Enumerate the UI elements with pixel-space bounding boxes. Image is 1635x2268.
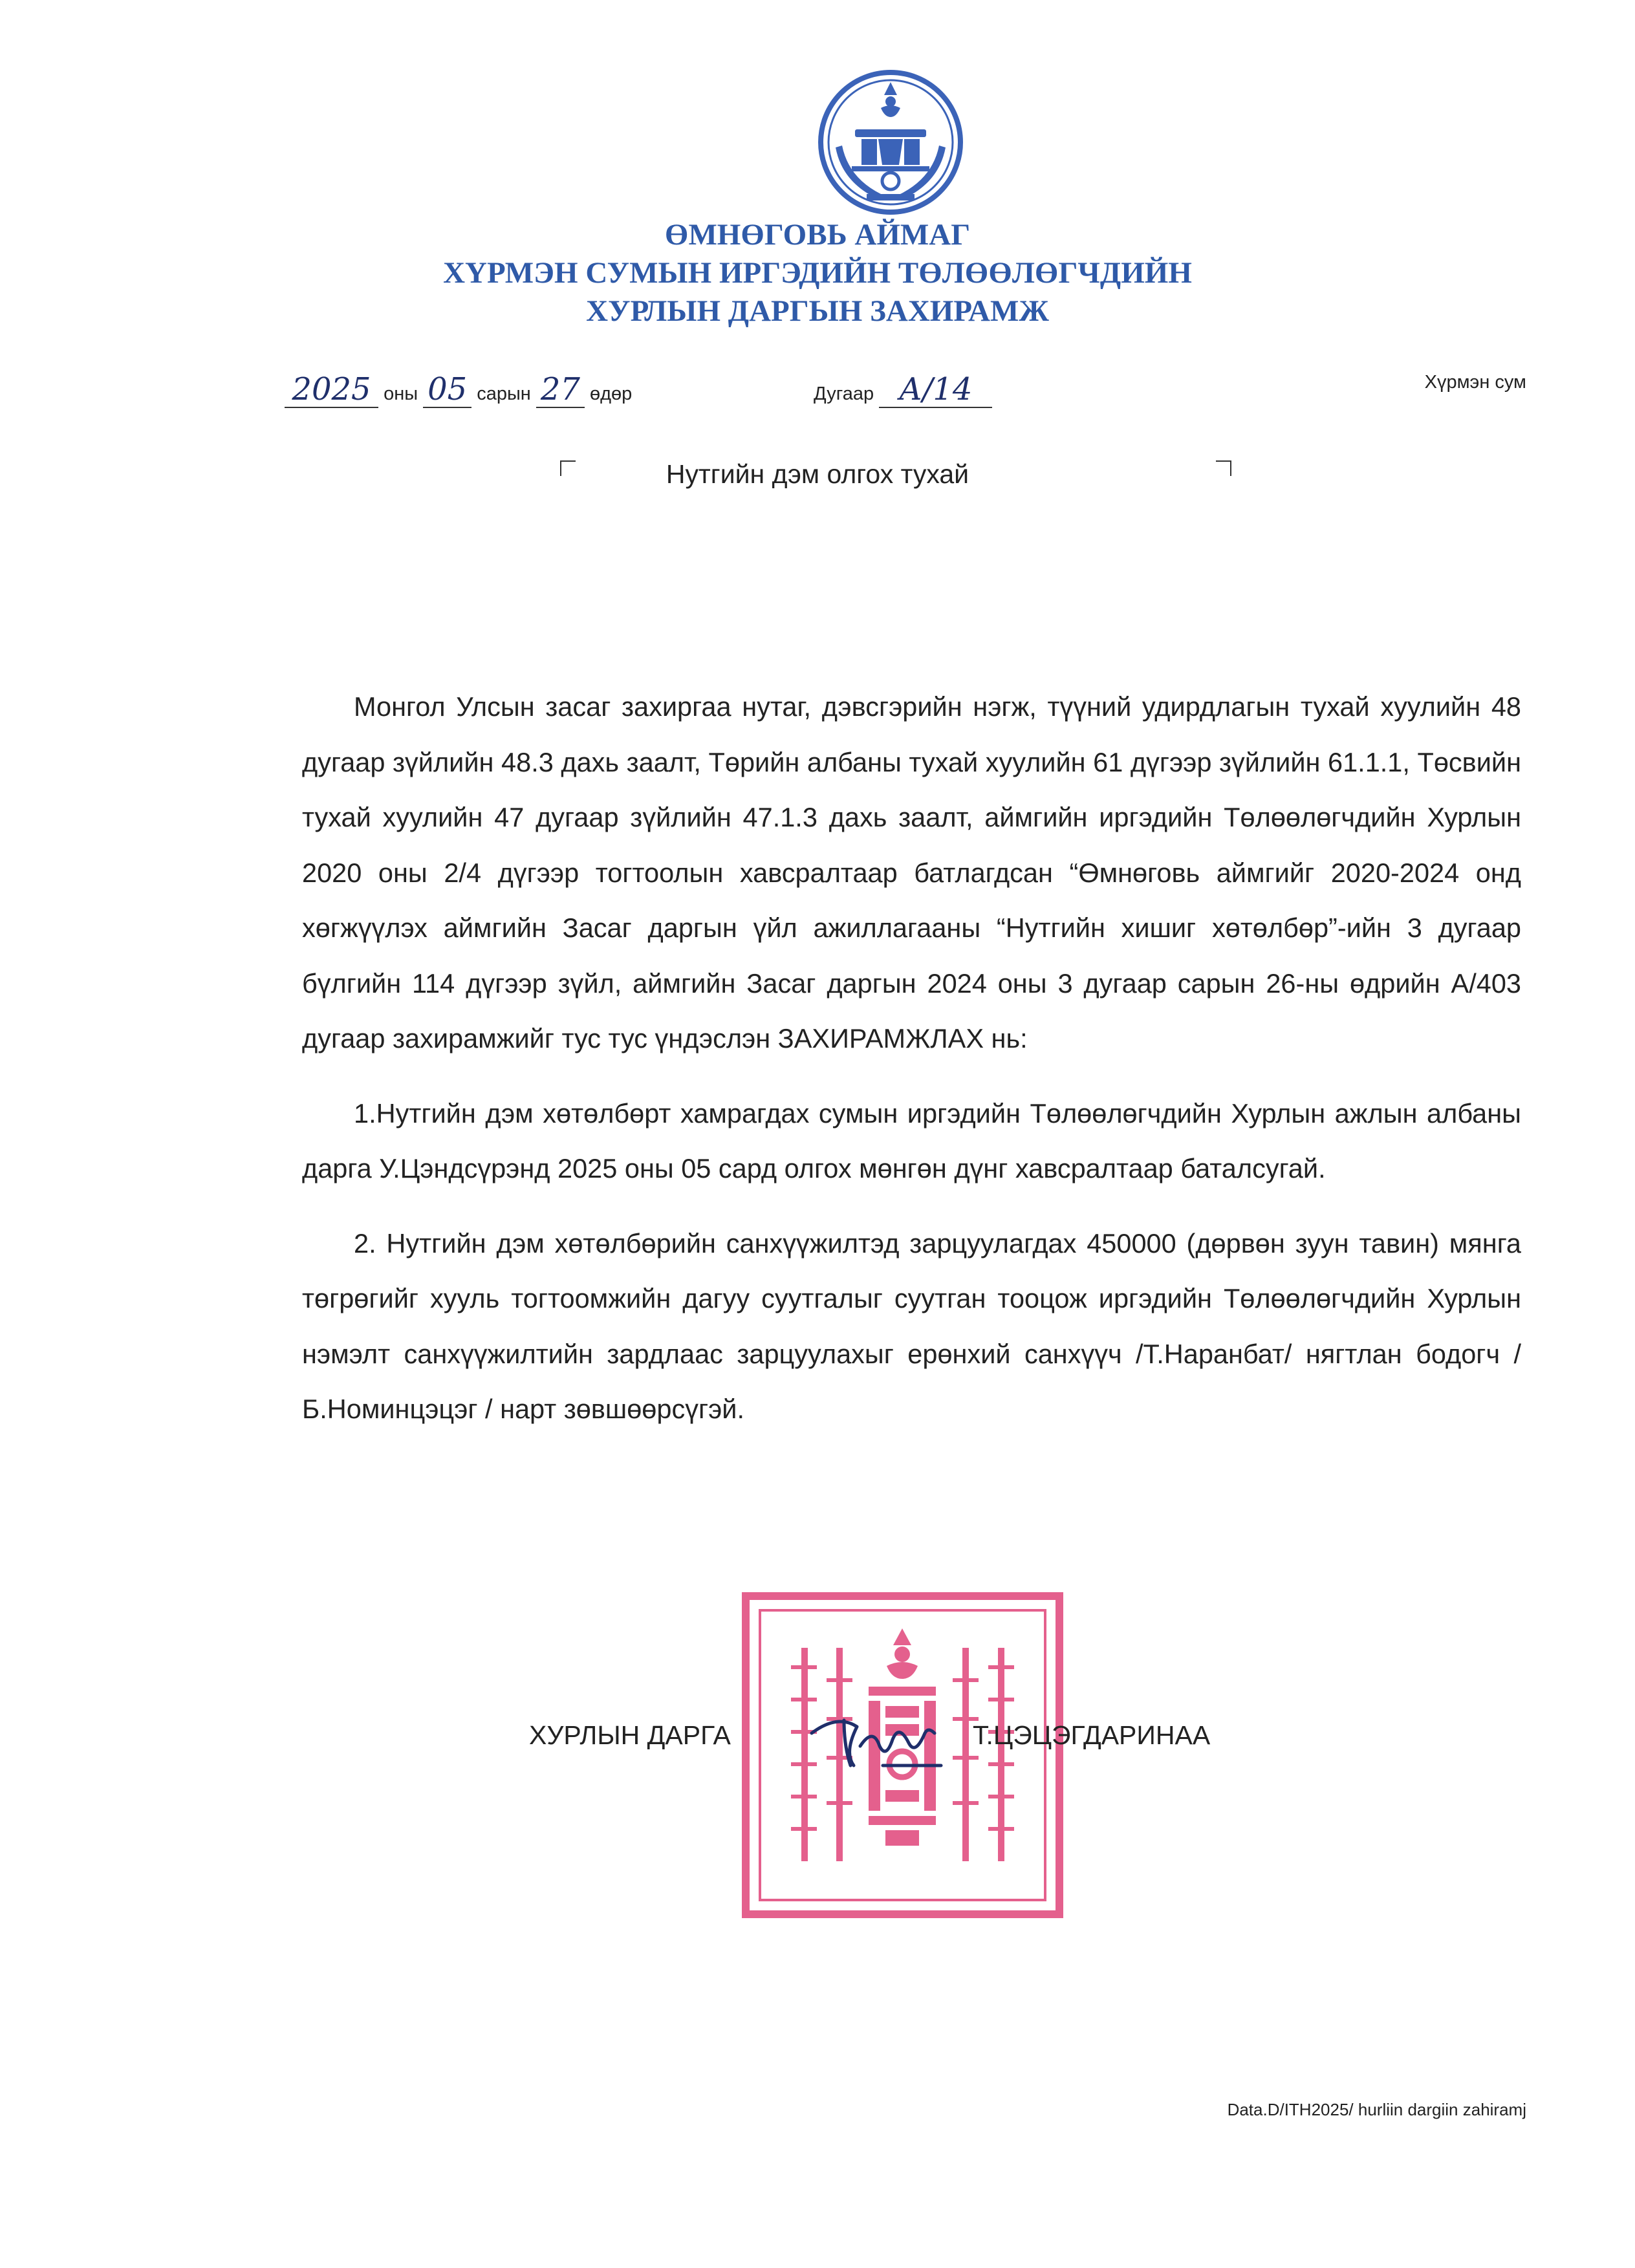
- heading-line-decree: ХУРЛЫН ДАРГЫН ЗАХИРАМЖ: [586, 294, 1049, 328]
- signatory-title: ХУРЛЫН ДАРГА: [529, 1720, 731, 1750]
- decree-number: А/14: [879, 372, 992, 408]
- date-year: 2025: [285, 372, 378, 408]
- heading-line-council: ХҮРМЭН СУМЫН ИРГЭДИЙН ТӨЛӨӨЛӨГЧДИЙН: [443, 256, 1192, 290]
- subject-title: Нутгийн дэм олгох тухай: [666, 459, 969, 489]
- body-paragraph-item-2: 2. Нутгийн дэм хөтөлбөрийн санхүүжилтэд зарцуулагдах 450000 (дөрвөн зуун тавин) мянга төгрөгийг хууль тогтоомжийн дагуу суутгалыг суутган тооцож иргэдийн Төлөөлөгчдийн Хурлын нэмэлт санхүүжилтийн зардлаас зарцуулахыг ерөнхий санхүүч /Т.Наранбат/ нягтлан бодогч /Б.Номинцэцэг / нарт зөвшөөрсүгэй.: [302, 1227, 1521, 1424]
- file-reference: Data.D/ITH2025/ hurliin dargiin zahiramj: [1227, 2100, 1526, 2119]
- date-day: 27: [536, 372, 585, 408]
- heading-line-aimag: ӨМНӨГОВЬ АЙМАГ: [664, 218, 971, 252]
- place-label: Хүрмэн сум: [1424, 372, 1526, 393]
- decree-number-label: Дугаар: [814, 383, 874, 404]
- decree-number-line: [814, 372, 992, 411]
- body-paragraph-preamble: Монгол Улсын засаг захиргаа нутаг, дэвсгэрийн нэгж, түүний удирдлагын тухай хуулийн 48 дугаар зүйлийн 48.3 дахь заалт, Төрийн албаны тухай хуулийн 61 дүгээр зүйлийн 61.1.1, Төсвийн тухай хуулийн 47 дугаар зүйлийн 47.1.3 дахь заалт, аймгийн иргэдийн Төлөөлөгчдийн Хурлын 2020 оны 2/4 дүгээр тогтоолын хавсралтаар батлагдсан “Өмнөговь аймгийг 2020-2024 онд хөгжүүлэх аймгийн Засаг даргын үйл ажиллагааны “Нутгийн хишиг хөтөлбөр”-ийн 3 дугаар бүлгийн 114 дүгээр зүйл, аймгийн Засаг даргын 2024 оны 3 дугаар сарын 26-ны өдрийн А/403 дугаар захирамжийг тус тус үндэслэн ЗАХИРАМЖЛАХ нь:: [302, 691, 1521, 1053]
- signatory-name: Т.ЦЭЦЭГДАРИНАА: [973, 1720, 1211, 1750]
- date-year-label: оны: [384, 383, 418, 404]
- date-month-label: сарын: [477, 383, 531, 404]
- date-month: 05: [423, 372, 471, 408]
- decree-body: [302, 679, 1521, 1456]
- handwritten-signature: [805, 1707, 947, 1772]
- date-day-label: өдөр: [589, 383, 633, 404]
- body-paragraph-item-1: 1.Нутгийн дэм хөтөлбөрт хамрагдах сумын иргэдийн Төлөөлөгчдийн Хурлын ажлын албаны дарга У.Цэндсүрэнд 2025 оны 05 сард олгох мөнгөн дүнг хавсралтаар баталсугай.: [302, 1097, 1521, 1183]
- state-emblem-icon: [816, 68, 965, 217]
- date-line: [285, 372, 632, 411]
